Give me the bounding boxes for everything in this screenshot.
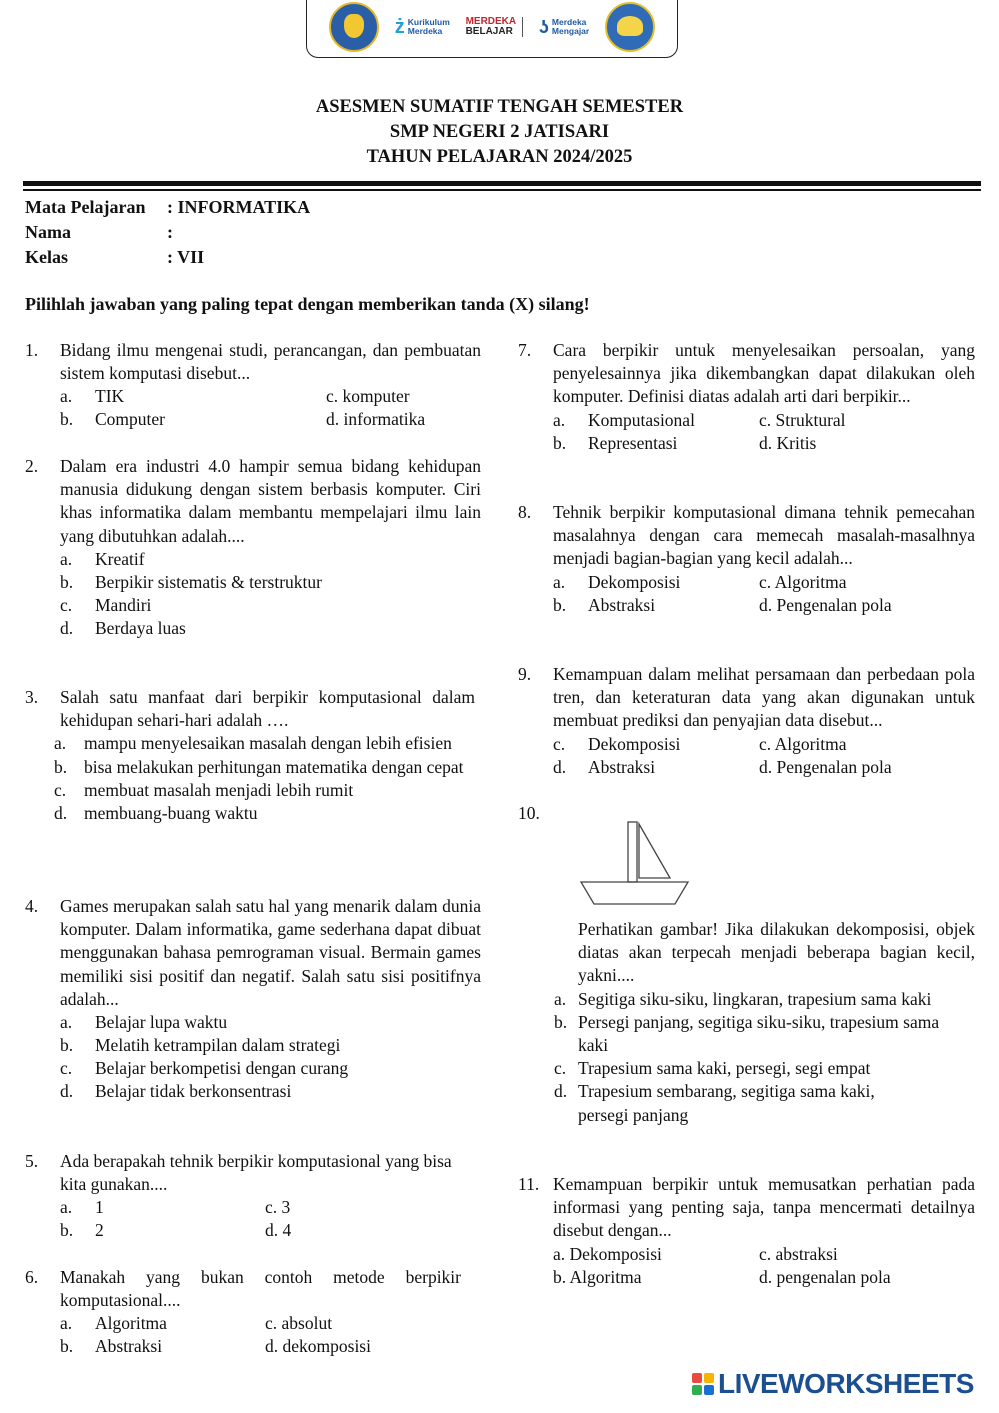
option-list [25, 1196, 475, 1242]
boat-sail-triangle [639, 824, 670, 878]
question-1 [25, 339, 481, 431]
option-list [518, 1243, 975, 1289]
option-list [518, 409, 975, 455]
option-list [25, 548, 481, 641]
logo-bar [306, 0, 678, 58]
question-number: 8. [518, 502, 532, 522]
name-value[interactable]: : [167, 222, 173, 242]
question-number: 5. [25, 1151, 39, 1171]
question-10-number: 10. [518, 803, 540, 823]
question-text: Ada berapakah tehnik berpikir komputasional yang bisa kita gunakan.... [60, 1151, 452, 1195]
sailboat-figure [578, 818, 690, 910]
boat-hull-trapezoid [581, 882, 688, 904]
question-5 [25, 1150, 475, 1242]
option-b[interactable]: b. Computer [60, 409, 165, 430]
option-a[interactable]: a. Kreatif [60, 548, 145, 569]
option-c[interactable]: c. Mandiri [60, 594, 152, 615]
option-a[interactable]: a. mampu menyelesaikan masalah dengan lebih efisien [54, 733, 452, 754]
question-8 [518, 501, 975, 617]
subject-row [25, 196, 310, 219]
option-b[interactable]: b. Algoritma [553, 1266, 642, 1287]
option-b[interactable]: b. Melatih ketrampilan dalam strategi [60, 1035, 341, 1056]
question-9 [518, 663, 975, 779]
class-label: Kelas [25, 247, 68, 267]
question-11 [518, 1173, 975, 1289]
option-d[interactable]: d. Belajar tidak berkonsentrasi [60, 1081, 292, 1102]
option-a[interactable]: a. Komputasional [553, 409, 695, 430]
question-number: 9. [518, 664, 532, 684]
question-text: Salah satu manfaat dari berpikir komputasional dalam kehidupan sehari-hari adalah …. [60, 687, 475, 731]
kurikulum-merdeka-logo: ż Kurikulum Merdeka [394, 15, 450, 38]
option-b[interactable]: b. Abstraksi [60, 1336, 163, 1357]
option-c[interactable]: c. Trapesium sama kaki, persegi, segi empat [554, 1058, 871, 1079]
option-c[interactable]: c. komputer [326, 386, 410, 407]
subject-label: Mata Pelajaran [25, 197, 146, 217]
option-d[interactable]: d. pengenalan pola [759, 1266, 891, 1287]
question-text: Perhatikan gambar! Jika dilakukan dekomposisi, objek diatas akan terpecah menjadi beberapa bagian kecil, yakni.... [578, 919, 975, 986]
option-d[interactable]: d. Kritis [759, 432, 817, 453]
option-a[interactable]: a. Dekomposisi [553, 571, 681, 592]
option-b[interactable]: b. Persegi panjang, segitiga siku-siku, trapesium sama kaki [554, 1011, 940, 1056]
option-list [25, 385, 481, 431]
option-list [518, 571, 975, 617]
option-d[interactable]: d. Pengenalan pola [759, 594, 892, 615]
question-text: Games merupakan salah satu hal yang menarik dalam dunia komputer. Dalam informatika, game sederhana dapat dibuat menggunakan bahasa pemrograman visual. Bermain games memiliki sisi positif dan negatif. Salah satu sisi positifnya adalah... [60, 896, 481, 1009]
merdeka-belajar-logo: MERDEKA BELAJAR [466, 17, 524, 37]
option-a[interactable]: a. Algoritma [60, 1313, 167, 1334]
question-4 [25, 895, 481, 1104]
option-c[interactable]: c. membuat masalah menjadi lebih rumit [54, 779, 354, 800]
question-number: 7. [518, 340, 532, 360]
option-c[interactable]: c. Struktural [759, 409, 846, 430]
question-2 [25, 455, 481, 641]
option-b[interactable]: b. Abstraksi [553, 594, 656, 615]
question-text: Cara berpikir untuk menyelesaikan persoalan, yang penyelesainnya jika dikembangkan dapat dilakukan oleh komputer. Definisi diatas adalah arti dari berpikir... [553, 340, 975, 407]
option-c[interactable]: c. absolut [265, 1313, 333, 1334]
option-c[interactable]: c. 3 [265, 1197, 291, 1218]
option-a[interactable]: a. Segitiga siku-siku, lingkaran, trapesium sama kaki [554, 988, 932, 1009]
option-d[interactable]: d. informatika [326, 409, 426, 430]
header-divider-thin [23, 189, 981, 191]
question-text: Tehnik berpikir komputasional dimana tehnik pemecahan masalahnya dengan cara memecah masalah-masalhnya menjadi bagian-bagian yang kecil adalah... [553, 502, 975, 569]
question-number: 6. [25, 1267, 39, 1287]
instruction: Pilihlah jawaban yang paling tepat dengan memberikan tanda (X) silang! [25, 294, 590, 314]
question-3 [25, 686, 475, 825]
kurikulum-merdeka-icon: ż [394, 15, 405, 38]
merdeka-mengajar-logo: ʖ Merdeka Mengajar [538, 16, 590, 37]
option-c-left[interactable]: c. Dekomposisi [553, 733, 681, 754]
option-d[interactable]: d. Trapesium sembarang, segitiga sama kaki, persegi panjang [554, 1081, 875, 1125]
question-text: Dalam era industri 4.0 hampir semua bidang kehidupan manusia didukung dengan sistem berbasis komputer. Ciri khas informatika dalam membantu mempelajari ilmu lain yang dibutuhkan adalah.... [60, 456, 481, 546]
option-d[interactable]: d. 4 [265, 1220, 292, 1241]
option-b[interactable]: b. 2 [60, 1220, 104, 1241]
question-number: 4. [25, 896, 39, 916]
question-number: 3. [25, 687, 39, 707]
option-d[interactable]: d. Berdaya luas [60, 617, 186, 638]
option-b[interactable]: b. Berpikir sistematis & terstruktur [60, 571, 322, 592]
question-6 [25, 1266, 461, 1358]
question-text: Kemampuan dalam melihat persamaan dan perbedaan pola tren, dan keteraturan data yang akan digunakan untuk membuat prediksi dan penyajian data disebut... [553, 664, 975, 731]
option-list [25, 1312, 461, 1358]
name-row [25, 221, 173, 244]
option-d[interactable]: d. membuang-buang waktu [54, 803, 258, 824]
option-list [518, 733, 975, 779]
question-text: Bidang ilmu mengenai studi, perancangan, dan pembuatan sistem komputasi disebut... [60, 340, 481, 384]
question-7 [518, 339, 975, 455]
option-b[interactable]: b. Representasi [553, 432, 678, 453]
question-10 [554, 918, 975, 1127]
class-value: : VII [167, 247, 205, 267]
name-label: Nama [25, 222, 71, 242]
option-list [25, 1011, 481, 1104]
liveworksheets-logo[interactable] [692, 1368, 974, 1399]
question-number: 1. [25, 340, 39, 360]
option-d[interactable]: d. dekomposisi [265, 1336, 371, 1357]
header-divider-thick [23, 181, 981, 186]
school-seal-icon [605, 2, 655, 52]
option-c[interactable]: c. Algoritma [759, 571, 847, 592]
header-line-1: ASESMEN SUMATIF TENGAH SEMESTER [315, 97, 684, 117]
merdeka-mengajar-icon: ʖ [538, 16, 549, 37]
subject-value: : INFORMATIKA [167, 197, 311, 217]
option-a[interactable]: a. 1 [60, 1197, 104, 1218]
option-c[interactable]: c. abstraksi [759, 1243, 838, 1264]
question-number: 11. [518, 1174, 540, 1194]
liveworksheets-wordmark: LIVEWORKSHEETS [718, 1368, 974, 1399]
class-row [25, 246, 204, 269]
option-a[interactable]: a. TIK [60, 386, 125, 407]
option-d-right[interactable]: d. Pengenalan pola [759, 756, 892, 777]
option-c-right[interactable]: c. Algoritma [759, 733, 847, 754]
option-a[interactable]: a. Belajar lupa waktu [60, 1012, 228, 1033]
header-line-2: SMP NEGERI 2 JATISARI [389, 122, 610, 142]
header-line-3: TAHUN PELAJARAN 2024/2025 [366, 147, 633, 167]
question-text: Kemampuan berpikir untuk memusatkan perhatian pada informasi yang penting saja, tanpa mencermati detailnya disebut dengan... [553, 1174, 975, 1241]
question-text: Manakah yang bukan contoh metode berpikir komputasional.... [60, 1267, 461, 1311]
option-c[interactable]: c. Belajar berkompetisi dengan curang [60, 1058, 349, 1079]
option-d-left[interactable]: d. Abstraksi [553, 756, 656, 777]
question-number: 2. [25, 456, 39, 476]
option-a[interactable]: a. Dekomposisi [553, 1243, 662, 1264]
option-b[interactable]: b. bisa melakukan perhitungan matematika dengan cepat [54, 756, 464, 777]
liveworksheets-cube-icon [692, 1373, 714, 1395]
kemendikbud-seal-icon [329, 2, 379, 52]
boat-mast-rectangle [628, 822, 637, 882]
